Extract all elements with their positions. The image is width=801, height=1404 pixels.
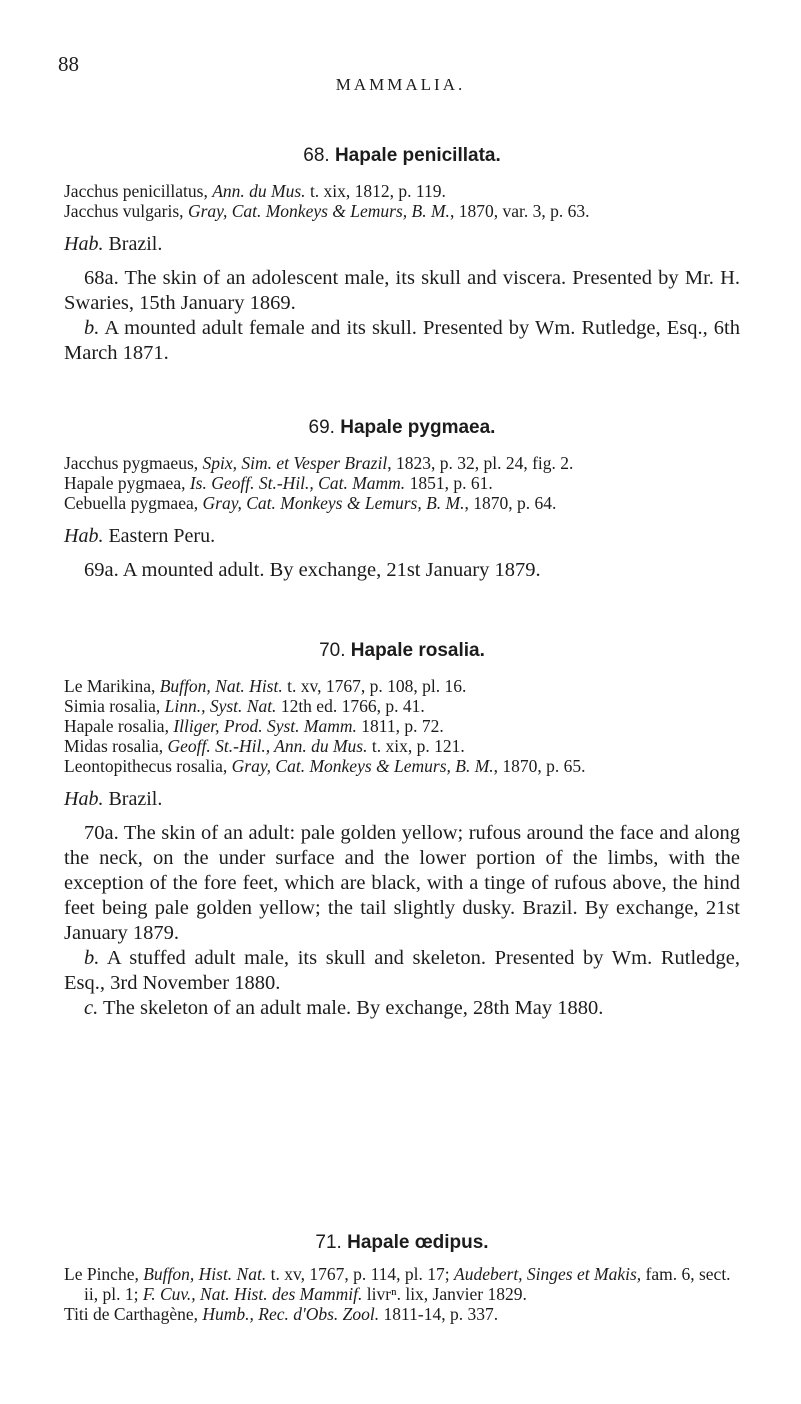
specimen-entry: 69a. A mounted adult. By exchange, 21st January 1879. bbox=[84, 559, 541, 581]
specimen-entry: b. A stuffed adult male, its skull and skeleton. Presented by Wm. Rutledge, Esq., 3rd November 1880. bbox=[64, 947, 740, 994]
page-number: 88 bbox=[58, 52, 79, 76]
species-heading: 70. Hapale rosalia. bbox=[319, 640, 485, 661]
synonym-line: Jacchus pygmaeus, Spix, Sim. et Vesper Brazil, 1823, p. 32, pl. 24, fig. 2. bbox=[64, 453, 574, 473]
specimen-entry: 70a. The skin of an adult: pale golden yellow; rufous around the face and along the neck, on the under surface and the lower portion of the limbs, with the exception of the fore feet, which are black, with a tinge of rufous above, the hind feet being pale golden yellow; the tail slightly dusky. Brazil. By exchange, 21st January 1879. bbox=[64, 822, 740, 944]
species-heading: 69. Hapale pygmaea. bbox=[308, 417, 496, 438]
synonym-line: Hapale rosalia, Illiger, Prod. Syst. Mamm. 1811, p. 72. bbox=[64, 716, 444, 736]
species-entry-69 bbox=[64, 417, 740, 583]
synonym-line: Simia rosalia, Linn., Syst. Nat. 12th ed. 1766, p. 41. bbox=[64, 696, 425, 716]
species-heading: 68. Hapale penicillata. bbox=[303, 145, 501, 166]
habitat-line: Hab. Brazil. bbox=[64, 233, 163, 255]
synonym-line: Titi de Carthagène, Humb., Rec. d'Obs. Zool. 1811-14, p. 337. bbox=[64, 1304, 499, 1324]
specimen-entry: c. The skeleton of an adult male. By exchange, 28th May 1880. bbox=[84, 997, 604, 1019]
species-entry-68 bbox=[64, 145, 740, 366]
synonym-line: Jacchus vulgaris, Gray, Cat. Monkeys & Lemurs, B. M., 1870, var. 3, p. 63. bbox=[64, 201, 590, 221]
synonym-line: Jacchus penicillatus, Ann. du Mus. t. xix, 1812, p. 119. bbox=[64, 181, 446, 201]
synonym-line: Midas rosalia, Geoff. St.-Hil., Ann. du Mus. t. xix, p. 121. bbox=[64, 736, 465, 756]
specimen-entry: b. A mounted adult female and its skull. Presented by Wm. Rutledge, Esq., 6th March 1871. bbox=[64, 317, 740, 364]
synonym-line: Le Pinche, Buffon, Hist. Nat. t. xv, 1767, p. 114, pl. 17; Audebert, Singes et Makis, fam. 6, sect. ii, pl. 1; F. Cuv., Nat. Hist. des Mammif. livrⁿ. lix, Janvier 1829. bbox=[64, 1264, 731, 1304]
habitat-line: Hab. Brazil. bbox=[64, 788, 163, 810]
synonym-line: Le Marikina, Buffon, Nat. Hist. t. xv, 1767, p. 108, pl. 16. bbox=[64, 676, 467, 696]
running-head: MAMMALIA. bbox=[335, 75, 466, 94]
synonym-line: Cebuella pygmaea, Gray, Cat. Monkeys & Lemurs, B. M., 1870, p. 64. bbox=[64, 493, 557, 513]
synonym-line: Leontopithecus rosalia, Gray, Cat. Monkeys & Lemurs, B. M., 1870, p. 65. bbox=[64, 756, 586, 776]
synonym-line: Hapale pygmaea, Is. Geoff. St.-Hil., Cat. Mamm. 1851, p. 61. bbox=[64, 473, 493, 493]
species-heading: 71. Hapale œdipus. bbox=[315, 1232, 489, 1253]
specimen-entry: 68a. The skin of an adolescent male, its skull and viscera. Presented by Mr. H. Swaries, 15th January 1869. bbox=[64, 267, 740, 314]
species-entry-71 bbox=[64, 1232, 740, 1324]
species-entry-70 bbox=[64, 640, 740, 1021]
habitat-line: Hab. Eastern Peru. bbox=[64, 525, 216, 547]
